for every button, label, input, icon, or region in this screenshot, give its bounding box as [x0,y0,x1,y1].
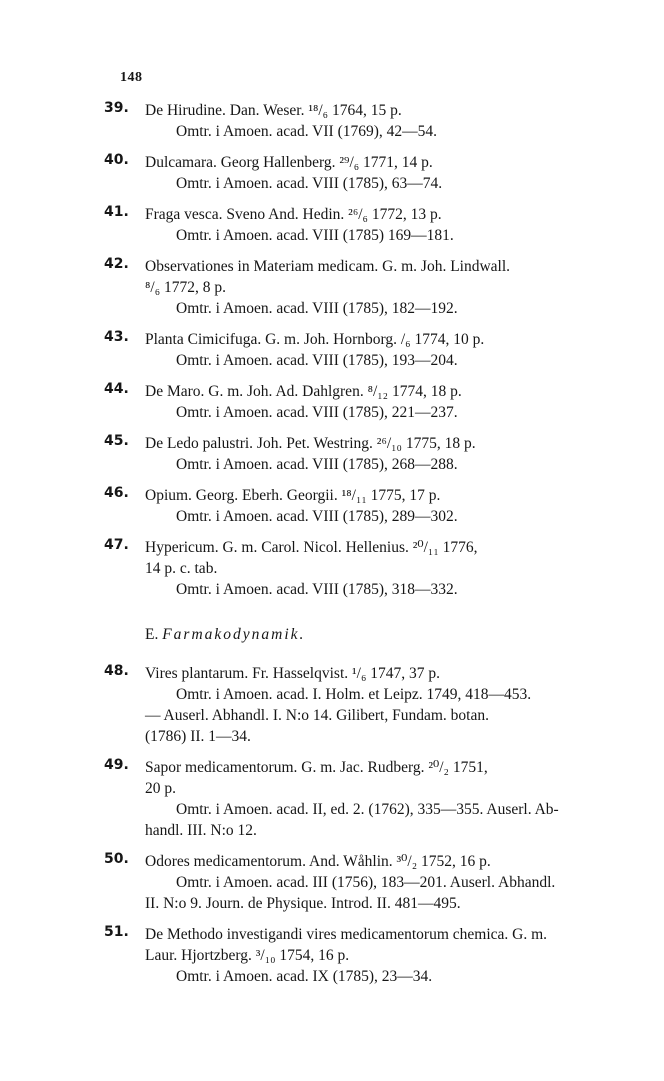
bibliography-entry [0,433,664,475]
section-heading [0,624,664,645]
entry-line: Fraga vesca. Sveno And. Hedin. ²⁶/₆ 1772, 13 p. [145,206,442,223]
bibliography-entry [0,485,664,527]
entry-line: Omtr. i Amoen. acad. VIII (1785), 221—237. [176,404,458,421]
section-title: Farmakodynamik. [162,626,306,643]
bibliography-entry [0,537,664,600]
entry-number: 51. [104,924,129,940]
entry-number: 48. [104,663,129,679]
entry-line: Hypericum. G. m. Carol. Nicol. Hellenius. ²⁰/₁₁ 1776, [145,539,478,556]
bibliography-entry [0,663,664,747]
entry-line: Omtr. i Amoen. acad. III (1756), 183—201. Auserl. Abhandl. [176,874,556,891]
entry-line: Omtr. i Amoen. acad. VIII (1785), 318—332. [176,581,458,598]
bibliography-entry [0,757,664,841]
entry-line: — Auserl. Abhandl. I. N:o 14. Gilibert, Fundam. botan. [145,707,489,724]
entry-number: 50. [104,851,129,867]
entry-number: 40. [104,152,129,168]
entry-line: Sapor medicamentorum. G. m. Jac. Rudberg. ²⁰/₂ 1751, [145,759,488,776]
bibliography-entry [0,152,664,194]
entry-line: Omtr. i Amoen. acad. VIII (1785), 63—74. [176,175,443,192]
entry-line: 20 p. [145,780,176,797]
entries-top [0,100,664,600]
entry-line: Omtr. i Amoen. acad. I. Holm. et Leipz. 1749, 418—453. [176,686,532,703]
bibliography-entry [0,329,664,371]
entry-line: Planta Cimicifuga. G. m. Joh. Hornborg. /₆ 1774, 10 p. [145,331,485,348]
entry-number: 45. [104,433,129,449]
entry-line: 14 p. c. tab. [145,560,218,577]
entry-line: Odores medicamentorum. And. Wåhlin. ³⁰/₂ 1752, 16 p. [145,853,491,870]
entry-number: 41. [104,204,129,220]
entry-line: Omtr. i Amoen. acad. VIII (1785), 289—302. [176,508,458,525]
entry-line: Dulcamara. Georg Hallenberg. ²⁹/₆ 1771, 14 p. [145,154,433,171]
entry-line: Vires plantarum. Fr. Hasselqvist. ¹/₆ 1747, 37 p. [145,665,440,682]
entry-number: 49. [104,757,129,773]
entry-number: 39. [104,100,129,116]
entry-line: II. N:o 9. Journ. de Physique. Introd. II. 481—495. [145,895,461,912]
entry-line: Omtr. i Amoen. acad. IX (1785), 23—34. [176,968,433,985]
entry-line: Omtr. i Amoen. acad. II, ed. 2. (1762), 335—355. Auserl. Ab- [176,801,559,818]
entry-number: 46. [104,485,129,501]
entry-line: ⁸/₆ 1772, 8 p. [145,279,226,296]
entry-number: 47. [104,537,129,553]
entry-line: Omtr. i Amoen. acad. VIII (1785) 169—181. [176,227,454,244]
entry-line: Omtr. i Amoen. acad. VII (1769), 42—54. [176,123,438,140]
entries-bottom [0,663,664,987]
entry-line: Omtr. i Amoen. acad. VIII (1785), 268—288. [176,456,458,473]
section-letter: E. [145,626,159,643]
bibliography-entry [0,381,664,423]
entry-line: Observationes in Materiam medicam. G. m. Joh. Lindwall. [145,258,511,275]
entry-line: Omtr. i Amoen. acad. VIII (1785), 193—204. [176,352,458,369]
bibliography-entry [0,924,664,987]
bibliography-entry [0,256,664,319]
entry-line: De Maro. G. m. Joh. Ad. Dahlgren. ⁸/₁₂ 1774, 18 p. [145,383,462,400]
entry-line: handl. III. N:o 12. [145,822,257,839]
entry-line: Opium. Georg. Eberh. Georgii. ¹⁸/₁₁ 1775, 17 p. [145,487,441,504]
entry-line: De Methodo investigandi vires medicamentorum chemica. G. m. [145,926,548,943]
entry-line: (1786) II. 1—34. [145,728,251,745]
bibliography-entry [0,204,664,246]
page-number: 148 [120,70,143,85]
entry-number: 44. [104,381,129,397]
entry-line: De Hirudine. Dan. Weser. ¹⁸/₆ 1764, 15 p. [145,102,402,119]
entry-line: De Ledo palustri. Joh. Pet. Westring. ²⁶/₁₀ 1775, 18 p. [145,435,476,452]
bibliography-list [0,100,664,997]
entry-line: Laur. Hjortzberg. ³/₁₀ 1754, 16 p. [145,947,350,964]
entry-number: 43. [104,329,129,345]
entry-line: Omtr. i Amoen. acad. VIII (1785), 182—192. [176,300,458,317]
bibliography-entry [0,851,664,914]
bibliography-entry [0,100,664,142]
entry-number: 42. [104,256,129,272]
